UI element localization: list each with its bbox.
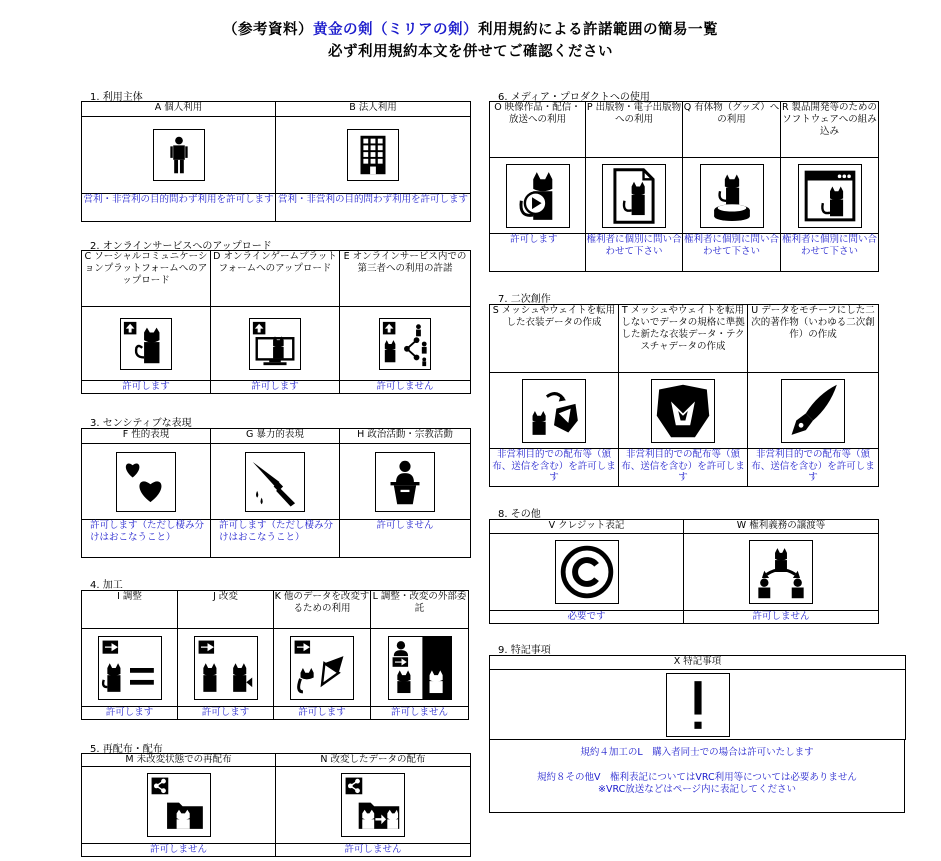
s6-header-o: O 映像作品・配信・放送への利用 — [490, 102, 586, 158]
distribute-modified-icon — [341, 773, 405, 837]
s3-header-g: G 暴力的表現 — [211, 429, 340, 444]
section-6-label: 6. メディア・プロダクトへの使用 — [498, 92, 650, 103]
section-2-label: 2. オンラインサービスへのアップロード — [90, 241, 272, 252]
s1-status-b: 営利・非営利の目的問わず利用を許可します — [276, 194, 471, 222]
section-5-table — [81, 753, 471, 857]
outsource-icon — [388, 636, 452, 700]
title-product-name: 黄金の剣（ミリアの剣） — [313, 22, 478, 38]
s8-status-w: 許可しません — [684, 611, 879, 624]
s5-header-m: M 未改変状態での再配布 — [82, 754, 276, 767]
use-for-modify-icon — [290, 636, 354, 700]
s2-header-d: D オンラインゲームプラットフォームへのアップロード — [211, 251, 340, 307]
special-notes — [489, 739, 905, 813]
section-7-label: 7. 二次創作 — [498, 294, 551, 305]
publication-icon — [602, 164, 666, 228]
s7-header-t: T メッシュやウェイトを転用しないでデータの規格に準拠した新たな衣装データ・テクスチャデータの作成 — [619, 305, 748, 373]
section-3-table — [81, 428, 471, 558]
s4-header-j: J 改変 — [178, 591, 274, 629]
note-line-2: 規約８その他V 権利表記についてはVRC利用等については必要ありません — [537, 772, 857, 783]
s1-header-b: B 法人利用 — [276, 102, 471, 117]
s6-status-r: 権利者に個別に問い合わせて下さい — [781, 234, 879, 272]
building-icon — [347, 129, 399, 181]
s4-header-k: K 他のデータを改変するための利用 — [274, 591, 371, 629]
s4-status-l: 許可しません — [371, 707, 469, 720]
modify-icon — [194, 636, 258, 700]
new-clothing-icon — [651, 379, 715, 443]
section-6-table — [489, 101, 879, 272]
title-prefix: （参考資料） — [223, 22, 313, 38]
s3-status-h: 許可しません — [340, 520, 471, 558]
software-icon — [798, 164, 862, 228]
section-3-label: 3. センシティブな表現 — [90, 418, 192, 429]
section-9-table — [489, 655, 906, 740]
s8-header-w: W 権利義務の譲渡等 — [684, 520, 879, 534]
note-line-3: ※VRC放送などはページ内に表記してください — [597, 784, 797, 795]
upload-avatar-icon — [120, 318, 172, 370]
section-7-table — [489, 304, 879, 487]
s4-header-l: L 調整・改変の外部委託 — [371, 591, 469, 629]
s4-header-i: I 調整 — [82, 591, 178, 629]
s2-status-d: 許可します — [211, 381, 340, 394]
goods-icon — [700, 164, 764, 228]
section-8-table — [489, 519, 879, 624]
s2-header-e: E オンラインサービス内での第三者への利用の許諾 — [340, 251, 471, 307]
mesh-reuse-icon — [522, 379, 586, 443]
s7-status-u: 非営利目的での配布等（頒布、送信を含む）を許可します — [748, 449, 879, 487]
s9-header-x: X 特記事項 — [490, 656, 906, 670]
s5-status-m: 許可しません — [82, 844, 276, 857]
s4-status-k: 許可します — [274, 707, 371, 720]
s6-status-q: 権利者に個別に問い合わせて下さい — [683, 234, 781, 272]
upload-share-icon — [379, 318, 431, 370]
s8-header-v: V クレジット表記 — [490, 520, 684, 534]
s6-header-p: P 出版物・電子出版物への利用 — [586, 102, 683, 158]
s6-header-q: Q 有体物（グッズ）への利用 — [683, 102, 781, 158]
s1-header-a: A 個人利用 — [82, 102, 276, 117]
s4-status-j: 許可します — [178, 707, 274, 720]
s3-header-f: F 性的表現 — [82, 429, 211, 444]
section-4-label: 4. 加工 — [90, 580, 123, 591]
section-8-label: 8. その他 — [498, 509, 541, 520]
s7-status-t: 非営利目的での配布等（頒布、送信を含む）を許可します — [619, 449, 748, 487]
video-icon — [506, 164, 570, 228]
title-suffix: 利用規約による許諾範囲の簡易一覧 — [478, 22, 718, 38]
s3-header-h: H 政治活動・宗教活動 — [340, 429, 471, 444]
exclamation-icon — [666, 673, 730, 737]
section-9-label: 9. 特記事項 — [498, 645, 551, 656]
transfer-icon — [749, 540, 813, 604]
page-subtitle: 必ず利用規約本文を併せてご確認ください — [328, 44, 613, 60]
note-line-1: 規約４加工のL 購入者同士での場合は許可いたします — [580, 747, 814, 758]
s6-status-o: 許可します — [490, 234, 586, 272]
s2-status-c: 許可します — [82, 381, 211, 394]
person-icon — [153, 129, 205, 181]
s7-header-s: S メッシュやウェイトを転用した衣装データの作成 — [490, 305, 619, 373]
section-1-table — [81, 101, 471, 222]
s7-status-s: 非営利目的での配布等（頒布、送信を含む）を許可します — [490, 449, 619, 487]
adjust-icon — [98, 636, 162, 700]
section-5-label: 5. 再配布・配布 — [90, 744, 163, 755]
s2-header-c: C ソーシャルコミュニケーションプラットフォームへのアップロード — [82, 251, 211, 307]
s6-status-p: 権利者に個別に問い合わせて下さい — [586, 234, 683, 272]
s2-status-e: 許可しません — [340, 381, 471, 394]
s1-status-a: 営利・非営利の目的問わず利用を許可します — [82, 194, 276, 222]
pen-nib-icon — [781, 379, 845, 443]
s3-status-g: 許可します（ただし棲み分けはおこなうこと） — [211, 520, 340, 558]
page-title — [0, 18, 941, 39]
section-4-table — [81, 590, 469, 720]
copyright-icon — [555, 540, 619, 604]
s3-status-f: 許可します（ただし棲み分けはおこなうこと） — [82, 520, 211, 558]
hearts-icon — [116, 452, 176, 512]
s8-status-v: 必要です — [490, 611, 684, 624]
podium-icon — [375, 452, 435, 512]
s5-status-n: 許可しません — [276, 844, 471, 857]
s5-header-n: N 改変したデータの配布 — [276, 754, 471, 767]
section-2-table — [81, 250, 471, 394]
knife-icon — [245, 452, 305, 512]
redistribute-icon — [147, 773, 211, 837]
s6-header-r: R 製品開発等のためのソフトウェアへの組み込み — [781, 102, 879, 158]
s4-status-i: 許可します — [82, 707, 178, 720]
s7-header-u: U データをモチーフにした二次的著作物（いわゆる二次創作）の作成 — [748, 305, 879, 373]
upload-monitor-icon — [249, 318, 301, 370]
section-1-label: 1. 利用主体 — [90, 92, 143, 103]
